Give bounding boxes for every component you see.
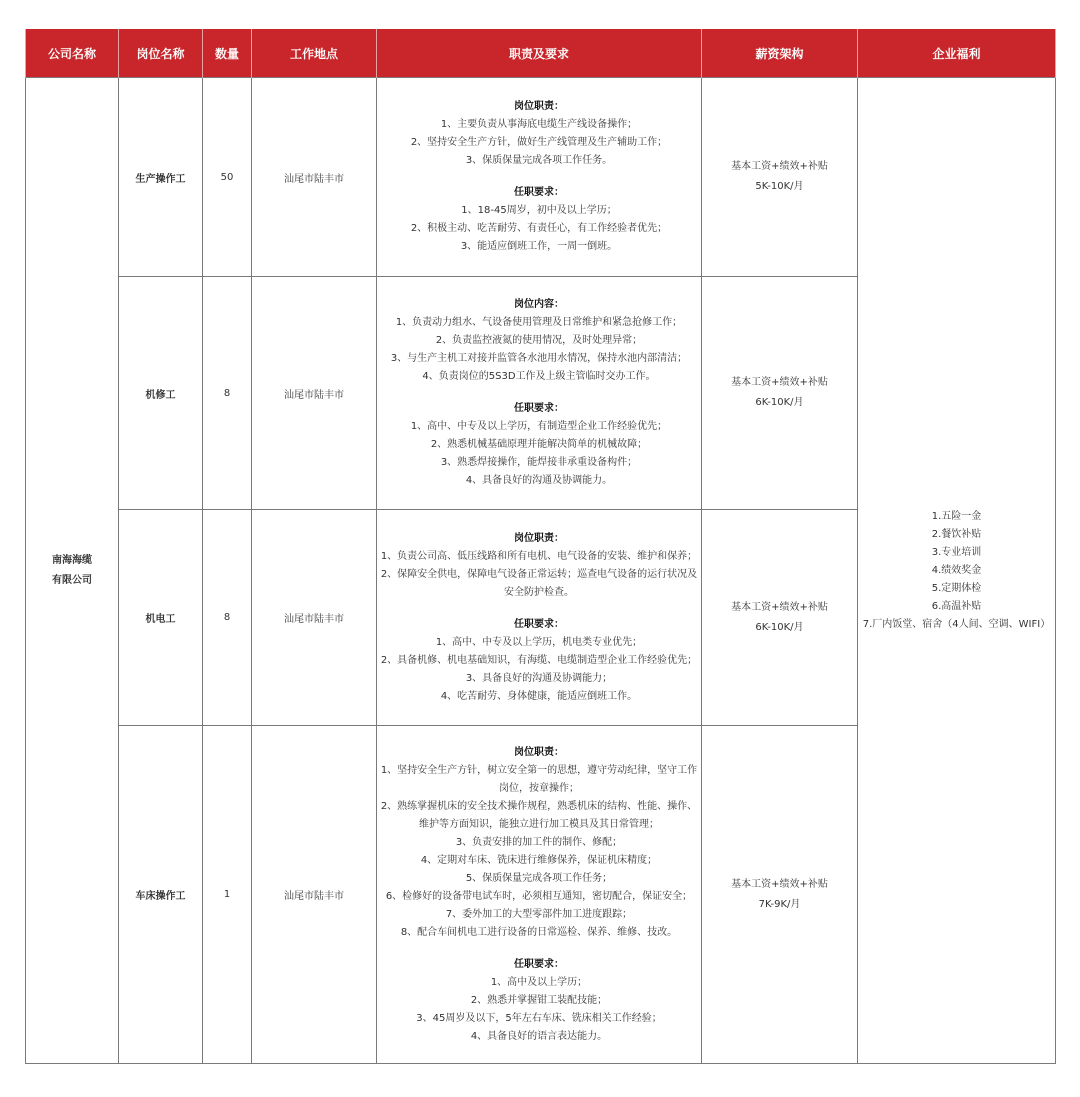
header-salary: 薪资架构 [702,29,858,78]
company-benefits [858,78,1056,1064]
requirement-item: 3、45周岁及以下，5年左右车床、铣床相关工作经验； [416,1012,662,1024]
job-description [377,78,702,277]
job-location: 汕尾市陆丰市 [252,277,377,510]
salary-structure: 基本工资+绩效+补贴 6K-10K/月 [702,277,858,510]
job-count: 8 [203,510,252,726]
duty-item: 1、负责动力组水、气设备使用管理及日常维护和紧急抢修工作； [395,317,683,328]
requirement-item: 2、熟悉并掌握钳工装配技能； [470,994,608,1006]
benefit-item: 6.高温补贴 [931,600,982,612]
requirement-item: 1、高中、中专及以上学历，机电类专业优先； [435,636,643,648]
job-listing-table [25,29,1056,1064]
duty-item: 1、坚持安全生产方针，树立安全第一的思想，遵守劳动纪律，坚守工作岗位，按章操作； [380,764,698,794]
duty-heading: 岗位内容： [514,299,564,310]
requirement-item: 3、熟悉焊接操作，能焊接非承重设备构件； [440,457,638,468]
job-count: 8 [203,277,252,510]
benefit-item: 3.专业培训 [931,546,982,558]
job-description [377,277,702,510]
duty-item: 1、主要负责从事海底电缆生产线设备操作； [440,119,638,130]
job-title: 机电工 [119,510,203,726]
benefit-item: 2.餐饮补贴 [931,528,982,540]
company-name: 南海海缆 有限公司 [26,78,119,1064]
requirement-heading: 任职要求： [514,187,564,198]
requirement-item: 3、具备良好的沟通及协调能力； [465,672,613,684]
job-count: 1 [203,726,252,1064]
requirement-item: 4、具备良好的语言表达能力。 [470,1030,608,1042]
duty-item: 5、保质保量完成各项工作任务； [465,872,613,884]
requirement-item: 2、具备机修、机电基础知识，有海缆、电缆制造型企业工作经验优先； [380,654,698,666]
requirement-item: 1、高中及以上学历； [490,976,588,988]
header-benefits: 企业福利 [858,29,1056,78]
requirement-item: 1、18-45周岁，初中及以上学历； [461,205,617,216]
duty-item: 2、熟练掌握机床的安全技术操作规程，熟悉机床的结构、性能、操作、维护等方面知识，能独立进行加工模具及其日常管理； [380,800,698,830]
header-count: 数量 [203,29,252,78]
duty-item: 2、保障安全供电，保障电气设备正常运转；巡查电气设备的运行状况及安全防护检查。 [380,568,698,598]
duty-item: 7、委外加工的大型零部件加工进度跟踪； [445,908,633,920]
requirement-item: 3、能适应倒班工作，一周一倒班。 [460,241,618,252]
duty-item: 4、负责岗位的5S3D工作及上级主管临时交办工作。 [422,371,656,382]
job-title: 车床操作工 [119,726,203,1064]
duty-item: 2、负责监控液氮的使用情况，及时处理异常； [435,335,643,346]
header-location: 工作地点 [252,29,377,78]
job-location: 汕尾市陆丰市 [252,78,377,277]
salary-structure: 基本工资+绩效+补贴 7K-9K/月 [702,726,858,1064]
requirement-item: 1、高中、中专及以上学历，有制造型企业工作经验优先； [410,421,668,432]
requirement-heading: 任职要求： [514,958,564,970]
requirement-heading: 任职要求： [514,403,564,414]
job-description [377,510,702,726]
header-row [26,29,1056,78]
duty-heading: 岗位职责： [514,101,564,112]
requirement-item: 4、吃苦耐劳、身体健康，能适应倒班工作。 [440,690,638,702]
duty-item: 8、配合车间机电工进行设备的日常巡检、保养、维修、技改。 [400,926,678,938]
job-description [377,726,702,1064]
header-position: 岗位名称 [119,29,203,78]
duty-item: 3、负责安排的加工件的制作、修配； [455,836,623,848]
salary-structure: 基本工资+绩效+补贴 5K-10K/月 [702,78,858,277]
benefit-item: 4.绩效奖金 [931,564,982,576]
job-count: 50 [203,78,252,277]
header-duties: 职责及要求 [377,29,702,78]
duty-item: 3、保质保量完成各项工作任务。 [465,155,613,166]
salary-structure: 基本工资+绩效+补贴 6K-10K/月 [702,510,858,726]
duty-heading: 岗位职责： [514,532,564,544]
benefit-item: 7.厂内饭堂、宿舍（4人间、空调、WIFI） [862,618,1051,630]
duty-item: 1、负责公司高、低压线路和所有电机、电气设备的安装、维护和保养； [380,550,698,562]
duty-item: 4、定期对车床、铣床进行维修保养，保证机床精度； [420,854,658,866]
header-company: 公司名称 [26,29,119,78]
requirement-item: 4、具备良好的沟通及协调能力。 [465,475,613,486]
job-location: 汕尾市陆丰市 [252,726,377,1064]
requirement-item: 2、积极主动、吃苦耐劳、有责任心，有工作经验者优先； [410,223,668,234]
requirement-item: 2、熟悉机械基础原理并能解决简单的机械故障； [430,439,648,450]
job-location: 汕尾市陆丰市 [252,510,377,726]
benefit-item: 5.定期体检 [931,582,982,594]
requirement-heading: 任职要求： [514,618,564,630]
job-title: 机修工 [119,277,203,510]
benefit-item: 1.五险一金 [931,510,982,522]
duty-item: 6、检修好的设备带电试车时，必须相互通知，密切配合，保证安全； [385,890,693,902]
duty-item: 2、坚持安全生产方针，做好生产线管理及生产辅助工作； [410,137,668,148]
duty-heading: 岗位职责： [514,746,564,758]
duty-item: 3、与生产主机工对接并监管各水池用水情况，保持水池内部清洁； [390,353,688,364]
job-title: 生产操作工 [119,78,203,277]
table-row [26,78,1056,277]
